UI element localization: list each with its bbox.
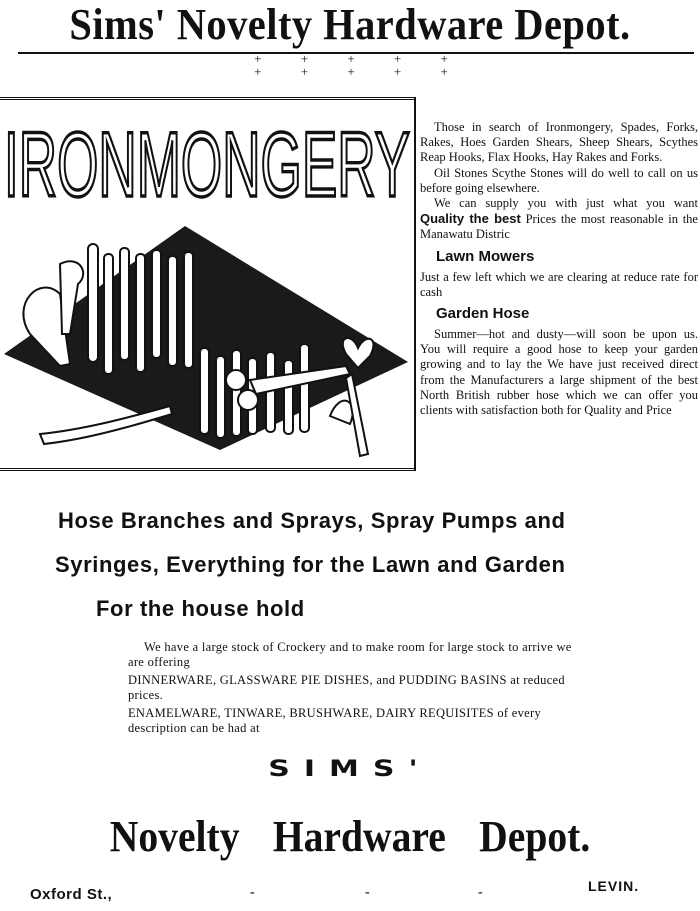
banner-bottom-rule	[0, 468, 415, 471]
street-address: Oxford St.,	[30, 886, 113, 903]
lawn-mowers-heading: Lawn Mowers	[436, 247, 535, 265]
cross-ornament	[0, 52, 700, 78]
crockery-section	[128, 640, 578, 739]
cross-row: + + + + +	[254, 51, 466, 66]
ironmongery-illustration	[0, 104, 414, 466]
quality-paragraph	[420, 196, 698, 243]
banner-divider	[414, 97, 416, 471]
masthead-title: Sims' Novelty Hardware Depot.	[69, 0, 631, 49]
quality-text-end: Prices the most reasonable in the Manawatu Distric	[420, 212, 698, 242]
cross-row: + + + + +	[254, 64, 466, 79]
ironmongery-paragraph: Those in search of Ironmongery, Spades, Forks, Rakes, Hoes Garden Shears, Sheep Shears, Scythes Reap Hooks, Flax Hooks, Hay Rakes and Forks.	[420, 120, 698, 165]
banner-top-rule	[0, 97, 415, 100]
sims-wordmark: SIMS'	[268, 755, 432, 782]
hose-branches-line: Hose Branches and Sprays, Spray Pumps and	[58, 508, 566, 533]
address-separator: -	[250, 885, 255, 900]
enamelware-paragraph: ENAMELWARE, TINWARE, BRUSHWARE, DAIRY REQUISITES of every description can be had at	[128, 706, 542, 735]
footer-shop-name: Novelty Hardware Depot.	[109, 812, 591, 861]
household-heading: For the house hold	[96, 596, 305, 621]
quality-emphasis: Quality the best	[420, 211, 521, 227]
ironmongery-column	[420, 120, 698, 418]
lawn-mowers-text: Just a few left which we are clearing at reduce rate for cash	[420, 269, 698, 299]
ironmongery-logo-word: IRONMONGERY	[4, 114, 411, 216]
oil-stones-paragraph: Oil Stones Scythe Stones will do well to call on us before going elsewhere.	[420, 165, 698, 195]
crockery-paragraph: We have a large stock of Crockery and to make room for large stock to arrive we are offering	[128, 640, 572, 669]
syringes-line: Syringes, Everything for the Lawn and Garden	[55, 552, 566, 577]
tool-display-diamond	[4, 226, 408, 456]
dinnerware-paragraph: DINNERWARE, GLASSWARE PIE DISHES, and PUDDING BASINS at reduced prices.	[128, 673, 565, 702]
garden-hose-text: Summer—hot and dusty—will soon be upon us. You will require a good hose to keep your garden growing and to lay the We have just received direct from the Manufacturers a large shipment of the best North British rubber hose which we can offer you clients with satisfaction both for Quality and Price	[420, 327, 698, 418]
address-separator: -	[365, 885, 370, 900]
quality-text-start: We can supply you with just what you want	[434, 196, 698, 211]
town-name: LEVIN.	[588, 878, 640, 894]
address-separator: -	[478, 885, 483, 900]
garden-hose-heading: Garden Hose	[436, 305, 530, 323]
